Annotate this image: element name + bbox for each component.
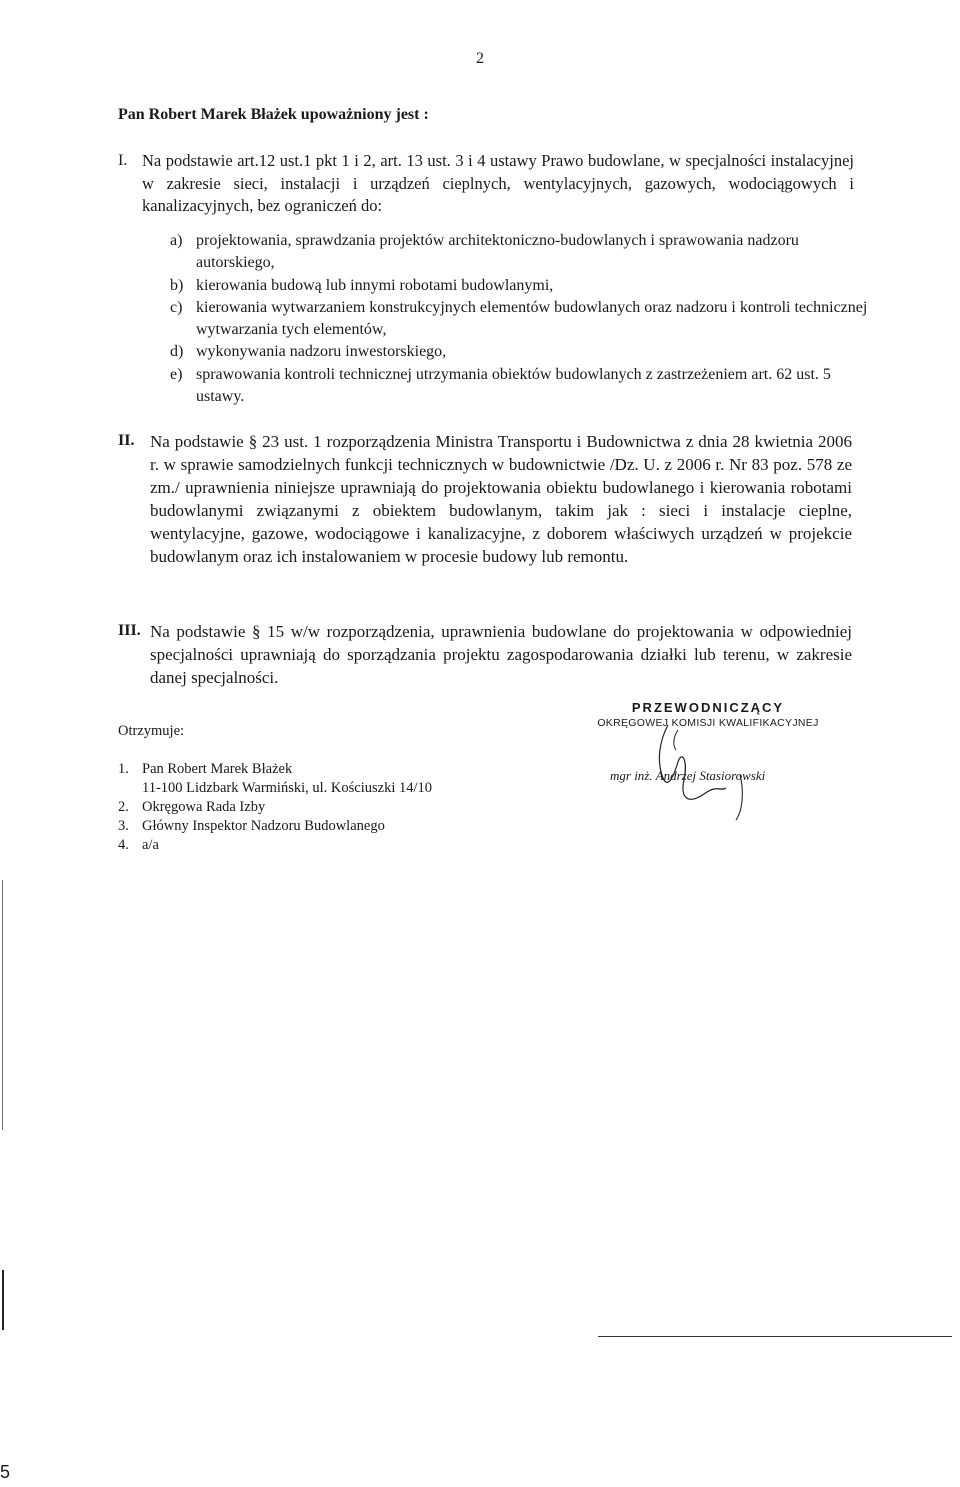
point-text: kierowania wytwarzaniem konstrukcyjnych elementów budowlanych oraz nadzoru i kontroli technicznej wytwarzania tych elementów, xyxy=(196,298,868,339)
scan-edge-line xyxy=(2,880,3,1130)
bottom-rule xyxy=(598,1336,952,1337)
list-item xyxy=(170,230,880,275)
section-2-text: Na podstawie § 23 ust. 1 rozporządzenia Ministra Transportu i Budownictwa z dnia 28 kwietnia 2006 r. w sprawie samodzielnych funkcji technicznych w budownictwie /Dz. U. z 2006 r. Nr 83 poz. 578 ze zm./ uprawnienia niniejsze uprawniają do projektowania obiektu budowlanego i kierowania robotami budowlanymi związanymi z obiektem budowlanym, takim jak : sieci i instalacje cieplne, wentylacyjne, gazowe, wodociągowe i kanalizacyjne, z doborem właściwych urządzeń w projekcie budowlanym oraz ich instalowaniem w procesie budowy lub remontu. xyxy=(150,432,852,566)
list-item xyxy=(170,297,880,342)
point-mark: a) xyxy=(170,232,183,249)
section-2-label: II. xyxy=(118,432,135,449)
recipients-title: Otrzymuje: xyxy=(118,723,185,739)
section-1-label: I. xyxy=(118,152,128,169)
point-mark: c) xyxy=(170,298,183,316)
official-stamp xyxy=(588,700,828,783)
point-text: wykonywania nadzoru inwestorskiego, xyxy=(196,343,447,361)
list-item xyxy=(170,341,880,363)
point-mark: d) xyxy=(170,343,184,361)
point-text: sprawowania kontroli technicznej utrzymania obiektów budowlanych z zastrzeżeniem art. 62 ust. 5 ustawy. xyxy=(196,365,831,406)
margin-number: 5 xyxy=(0,1462,11,1482)
list-item xyxy=(170,275,880,297)
section-3-text: Na podstawie § 15 w/w rozporządzenia, uprawnienia budowlane do projektowania w odpowiedniej specjalności uprawniają do sporządzania projektu zagospodarowania działki lub terenu, w zakresie danej specjalności. xyxy=(150,622,852,687)
recipient-name: Okręgowa Rada Izby xyxy=(142,799,266,815)
list-item xyxy=(118,817,432,836)
heading: Pan Robert Marek Błażek upoważniony jest : xyxy=(118,106,429,123)
recipient-name: Główny Inspektor Nadzoru Budowlanego xyxy=(142,818,385,834)
stamp-signatory-name: mgr inż. Andrzej Stasiorowski xyxy=(610,768,766,783)
recipient-number: 3. xyxy=(118,818,129,834)
recipient-address: 11-100 Lidzbark Warmiński, ul. Kościuszki 14/10 xyxy=(142,780,432,796)
page-number: 2 xyxy=(476,50,484,67)
list-item xyxy=(118,798,432,817)
recipient-number: 1. xyxy=(118,761,129,777)
recipient-number: 2. xyxy=(118,799,129,815)
recipient-number: 4. xyxy=(118,837,129,853)
list-item xyxy=(170,364,880,409)
section-1-intro: Na podstawie art.12 ust.1 pkt 1 i 2, art. 13 ust. 3 i 4 ustawy Prawo budowlane, w specjalności instalacyjnej w zakresie sieci, instalacji i urządzeń cieplnych, wentylacyjnych, gazowych, wodociągowych i kanalizacyjnych, bez ograniczeń do: xyxy=(142,151,854,215)
handwritten-signature xyxy=(608,720,808,830)
point-mark: e) xyxy=(170,365,183,383)
list-item xyxy=(118,836,432,855)
section-1-points xyxy=(170,230,880,408)
stamp-subtitle: OKRĘGOWEJ KOMISJI KWALIFIKACYJNEJ xyxy=(597,717,819,729)
list-item xyxy=(118,760,432,798)
point-mark: b) xyxy=(170,276,184,294)
point-text: projektowania, sprawdzania projektów architektoniczno-budowlanych i sprawowania nadzoru autorskiego, xyxy=(196,232,799,272)
recipients-list xyxy=(118,760,432,855)
recipient-name: Pan Robert Marek Błażek xyxy=(142,761,293,777)
point-text: kierowania budową lub innymi robotami budowlanymi, xyxy=(196,276,554,294)
section-3-label: III. xyxy=(118,622,141,639)
stamp-title: PRZEWODNICZĄCY xyxy=(631,700,785,715)
recipient-name: a/a xyxy=(142,837,159,853)
scan-edge-mark xyxy=(2,1270,4,1330)
